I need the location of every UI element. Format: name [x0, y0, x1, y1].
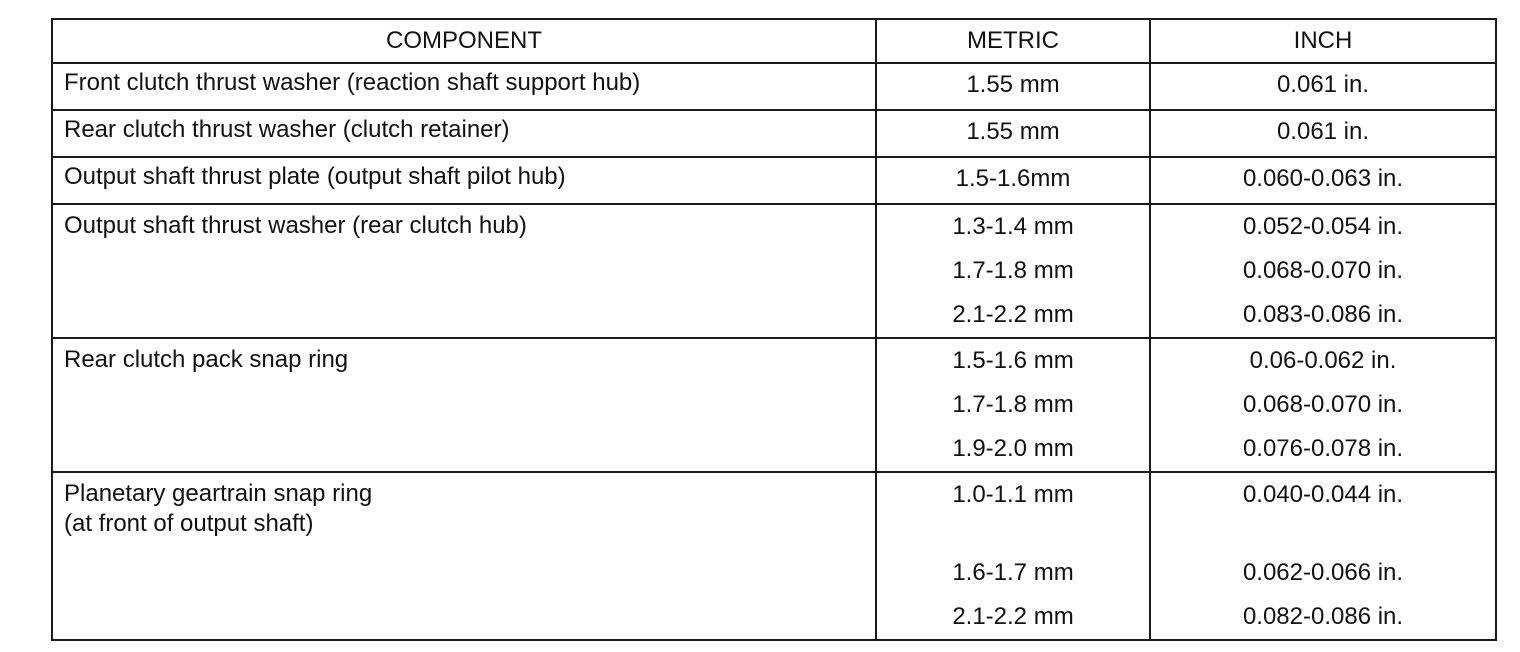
table-row [52, 110, 1496, 157]
inch-value: 0.060-0.063 in. [1242, 165, 1404, 192]
header-component: COMPONENT [52, 19, 876, 63]
table-row [52, 204, 1496, 338]
inch-value: 0.062-0.066 in. [1242, 559, 1404, 586]
metric-cell [876, 63, 1150, 110]
table-row [52, 157, 1496, 204]
inch-value: 0.052-0.054 in. [1242, 213, 1404, 240]
inch-cell [1150, 63, 1496, 110]
metric-cell [876, 157, 1150, 204]
component-cell: Rear clutch pack snap ring [52, 338, 876, 472]
inch-cell [1150, 338, 1496, 472]
inch-value: 0.082-0.086 in. [1242, 603, 1404, 630]
inch-value: 0.068-0.070 in. [1242, 257, 1404, 284]
metric-value: 1.55 mm [966, 71, 1060, 98]
metric-value: 1.5-1.6 mm [952, 347, 1074, 374]
metric-value: 1.9-2.0 mm [952, 435, 1074, 462]
component-cell: Rear clutch thrust washer (clutch retainer) [52, 110, 876, 157]
inch-cell [1150, 204, 1496, 338]
header-row [52, 19, 1496, 63]
header-metric: METRIC [876, 19, 1150, 63]
metric-value: 2.1-2.2 mm [952, 301, 1074, 328]
header-inch: INCH [1150, 19, 1496, 63]
inch-value: 0.040-0.044 in. [1242, 481, 1404, 508]
metric-cell [876, 204, 1150, 338]
specification-table [51, 18, 1497, 641]
metric-value: 1.55 mm [966, 118, 1060, 145]
component-cell: Output shaft thrust plate (output shaft pilot hub) [52, 157, 876, 204]
metric-value: 1.6-1.7 mm [952, 559, 1074, 586]
component-cell: Front clutch thrust washer (reaction shaft support hub) [52, 63, 876, 110]
inch-value: 0.061 in. [1276, 71, 1370, 98]
inch-value: 0.061 in. [1276, 118, 1370, 145]
metric-cell [876, 110, 1150, 157]
inch-cell [1150, 110, 1496, 157]
table-row [52, 338, 1496, 472]
inch-value: 0.06-0.062 in. [1249, 347, 1397, 374]
metric-value: 1.7-1.8 mm [952, 391, 1074, 418]
metric-value: 1.7-1.8 mm [952, 257, 1074, 284]
table-row [52, 472, 1496, 640]
metric-value: 1.0-1.1 mm [952, 481, 1074, 508]
inch-value: 0.076-0.078 in. [1242, 435, 1404, 462]
component-cell: Planetary geartrain snap ring (at front of output shaft) [52, 472, 876, 640]
table-row [52, 63, 1496, 110]
metric-value: 1.3-1.4 mm [952, 213, 1074, 240]
metric-value: 2.1-2.2 mm [952, 603, 1074, 630]
inch-value: 0.083-0.086 in. [1242, 301, 1404, 328]
metric-value: 1.5-1.6mm [955, 165, 1071, 192]
inch-value: 0.068-0.070 in. [1242, 391, 1404, 418]
metric-cell [876, 472, 1150, 640]
component-cell: Output shaft thrust washer (rear clutch hub) [52, 204, 876, 338]
inch-cell [1150, 472, 1496, 640]
inch-cell [1150, 157, 1496, 204]
metric-cell [876, 338, 1150, 472]
